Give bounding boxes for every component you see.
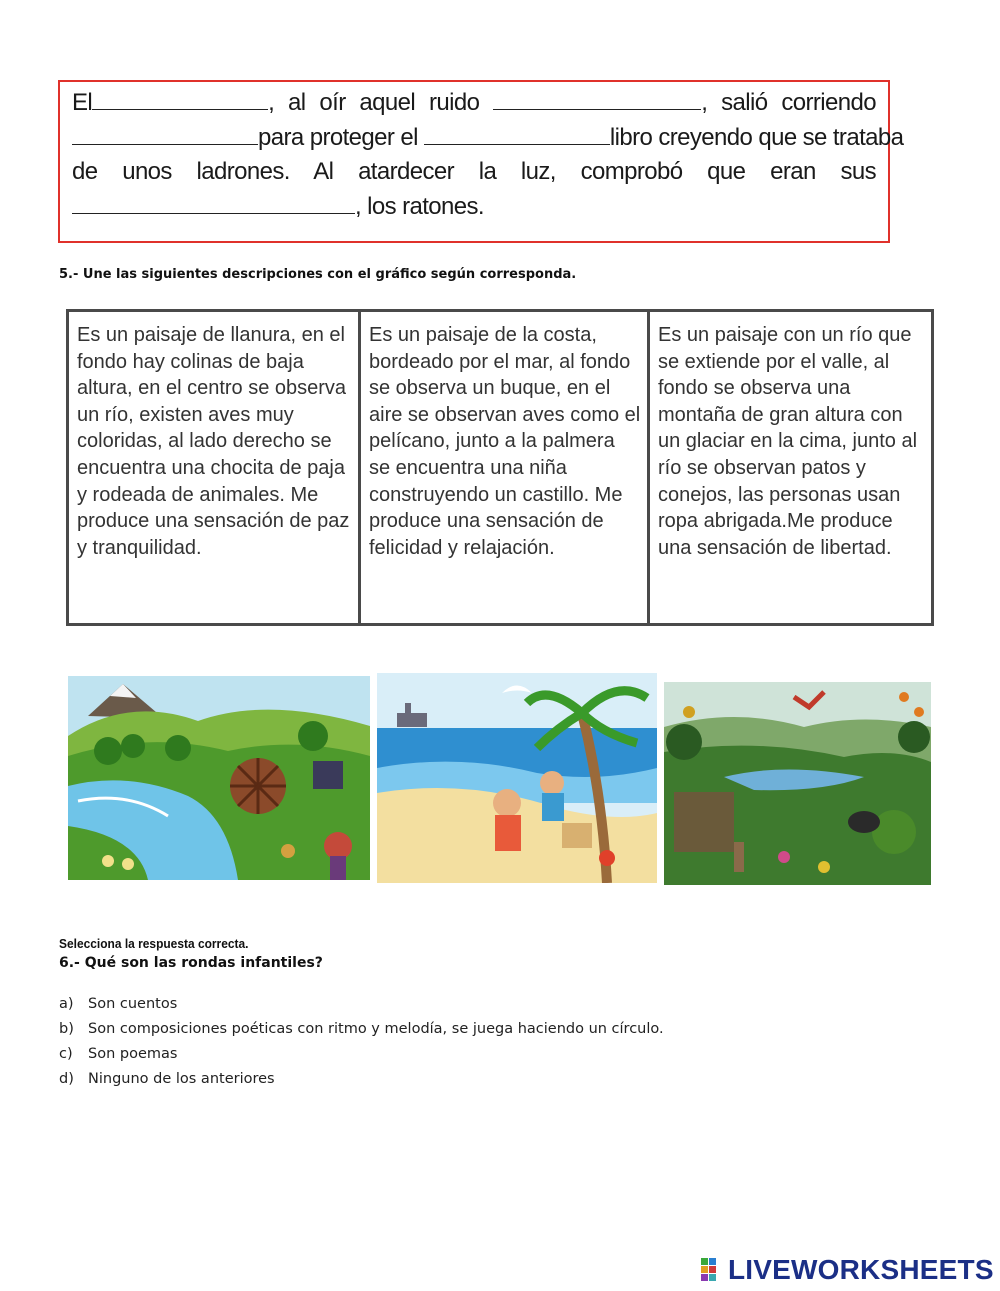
fill-line-2: para proteger el libro creyendo que se trataba	[72, 121, 876, 156]
plain-landscape-image[interactable]	[68, 676, 370, 880]
question-5-title: 5.- Une las siguientes descripciones con el gráfico según corresponda.	[59, 267, 577, 282]
description-table	[66, 309, 934, 626]
description-cell-costa: Es un paisaje de la costa, bordeado por el mar, al fondo se observa un buque, en el aire se observan aves como el pelícano, junto a la palmera se encuentra una niña construyendo un castillo. Me produce una sensación de felicidad y relajación.	[358, 312, 647, 623]
beach-landscape-image[interactable]	[377, 673, 657, 883]
blank-2[interactable]	[493, 87, 701, 110]
option-a[interactable]: a) Son cuentos	[59, 996, 178, 1012]
blank-4[interactable]	[424, 122, 610, 145]
option-d[interactable]: d) Ninguno de los anteriores	[59, 1071, 275, 1087]
valley-landscape-image[interactable]	[664, 682, 931, 885]
instruction-text: Selecciona la respuesta correcta.	[59, 936, 249, 951]
fill-line-3: de unos ladrones. Al atardecer la luz, comprobó que eran sus	[72, 158, 876, 185]
description-cell-valle: Es un paisaje con un río que se extiende por el valle, al fondo se observa una montaña de gran altura con un glaciar en la cima, junto al río se observan patos y conejos, las personas usan ropa abrigada.Me produce una sensación de libertad.	[647, 312, 931, 623]
fill-line-1: El , al oír aquel ruido , salió corriendo	[72, 89, 877, 116]
blank-1[interactable]	[92, 87, 268, 110]
blank-3[interactable]	[72, 122, 258, 145]
liveworksheets-logo[interactable]	[700, 1254, 994, 1286]
option-c[interactable]: c) Son poemas	[59, 1046, 178, 1062]
blank-5[interactable]	[72, 191, 355, 214]
fill-line-4: , los ratones.	[72, 190, 876, 225]
brand-text: LIVEWORKSHEETS	[728, 1254, 994, 1285]
option-b[interactable]: b) Son composiciones poéticas con ritmo y melodía, se juega haciendo un círculo.	[59, 1021, 664, 1037]
liveworksheets-logo-icon	[700, 1257, 726, 1283]
fill-in-box	[58, 80, 904, 243]
question-6-title: 6.- Qué son las rondas infantiles?	[59, 955, 323, 971]
description-cell-llanura: Es un paisaje de llanura, en el fondo hay colinas de baja altura, en el centro se observa un río, existen aves muy coloridas, al lado derecho se encuentra una chocita de paja y rodeada de animales. Me produce una sensación de paz y tranquilidad.	[77, 324, 350, 559]
